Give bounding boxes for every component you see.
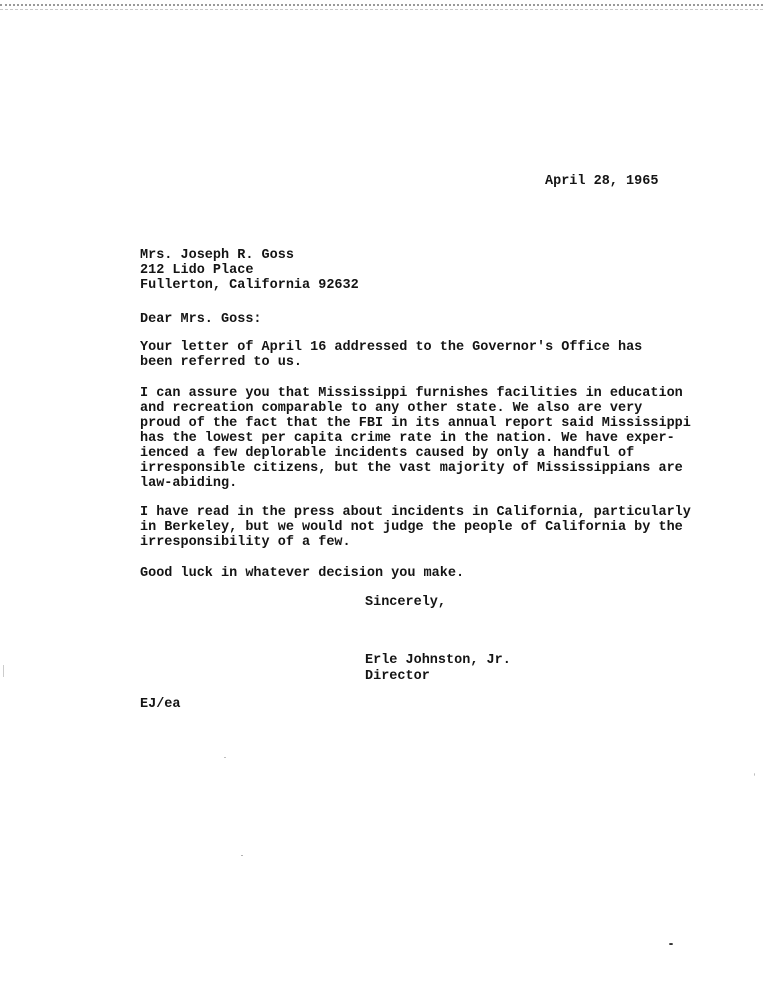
paragraph-line: has the lowest per capita crime rate in the nation. We have exper- [140,431,675,446]
recipient-street: 212 Lido Place [140,263,254,278]
paragraph-line: law-abiding. [140,476,238,491]
signer-title: Director [365,669,430,684]
paragraph-2 [140,386,691,491]
top-edge-border-secondary [0,9,763,10]
paragraph-line: ienced a few deplorable incidents caused by only a handful of [140,446,635,461]
paragraph-line: irresponsibility of a few. [140,535,351,550]
recipient-name: Mrs. Joseph R. Goss [140,248,294,263]
scan-speck [754,773,755,776]
paragraph-line: and recreation comparable to any other state. We also are very [140,401,643,416]
paragraph-line: I have read in the press about incidents in California, particularly [140,505,691,520]
scan-speck [3,665,4,677]
paragraph-line: Good luck in whatever decision you make. [140,566,465,581]
recipient-city: Fullerton, California 92632 [140,278,359,293]
paragraph-line: in Berkeley, but we would not judge the people of California by the [140,520,683,535]
reference-initials: EJ/ea [140,697,181,712]
paragraph-line: irresponsible citizens, but the vast majority of Mississippians are [140,461,683,476]
paragraph-3 [140,505,691,550]
recipient-address [140,248,359,293]
paragraph-line: proud of the fact that the FBI in its annual report said Mississippi [140,416,691,431]
top-edge-border [0,4,763,6]
paragraph-line: Your letter of April 16 addressed to the Governor's Office has [140,340,643,355]
closing: Sincerely, [365,595,447,610]
signature-block [365,653,511,685]
signer-name: Erle Johnston, Jr. [365,653,511,668]
paragraph-line: been referred to us. [140,355,303,370]
scan-speck [241,855,243,856]
letter-date: April 28, 1965 [545,174,659,189]
salutation: Dear Mrs. Goss: [140,312,262,327]
scan-speck [224,757,226,758]
paragraph-1 [140,340,642,370]
paragraph-4 [140,566,464,581]
scan-speck [669,943,673,945]
paragraph-line: I can assure you that Mississippi furnishes facilities in education [140,386,683,401]
